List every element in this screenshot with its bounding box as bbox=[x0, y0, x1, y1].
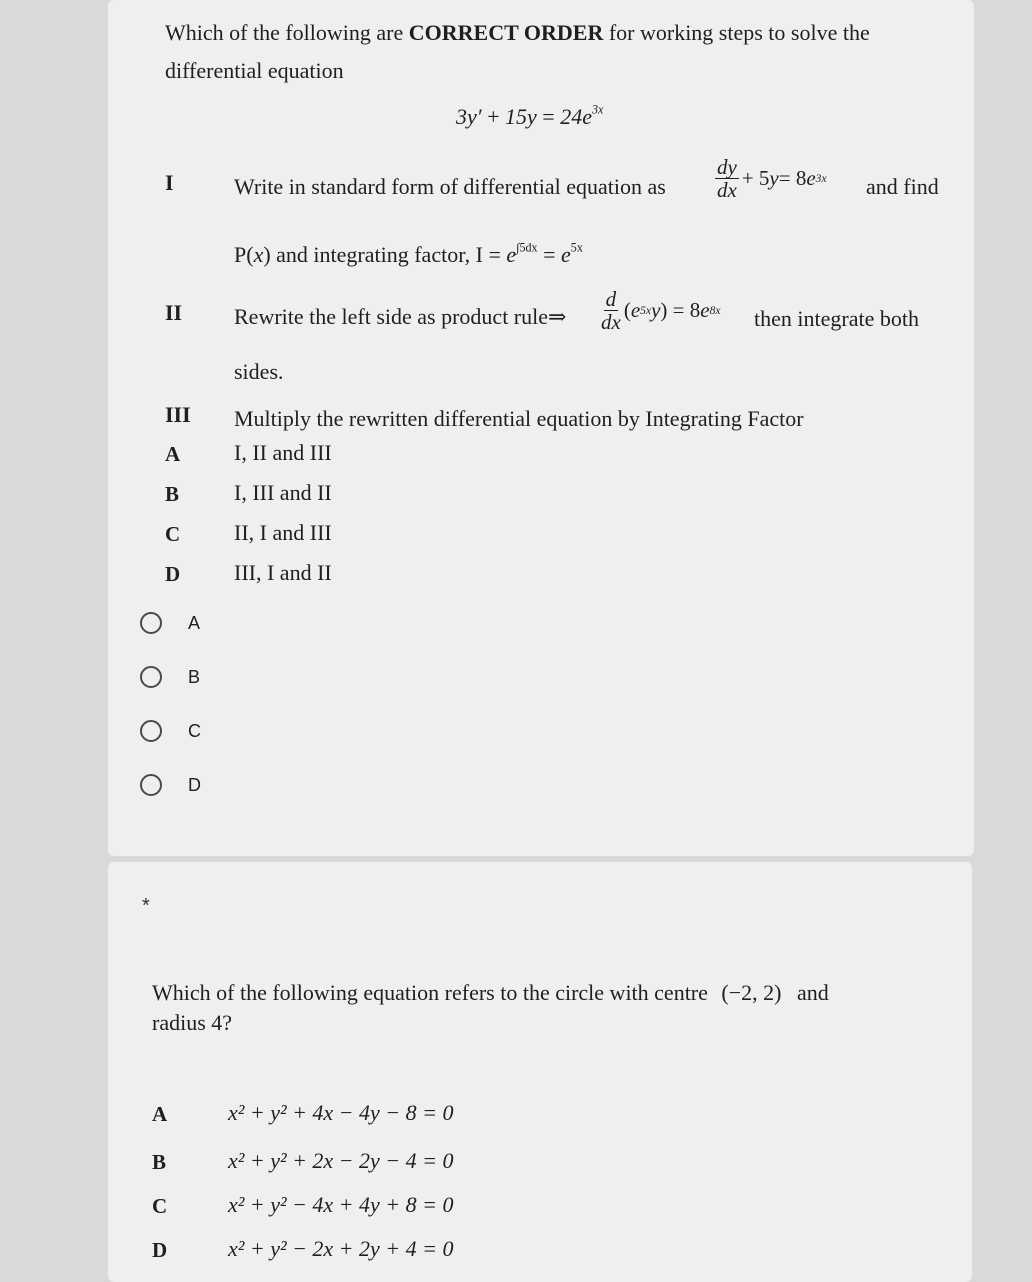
q1-option-letter-c: C bbox=[165, 522, 181, 546]
q1-main-equation: $3y' + 15y = 24e^{3x}$ bbox=[456, 102, 604, 129]
q2-option-letter-b: B bbox=[152, 1150, 167, 1174]
d-dx-fraction: $\frac{d}{dx}$ bbox=[601, 287, 621, 334]
step-label-3: III bbox=[165, 402, 191, 427]
radio-label-d: D bbox=[188, 774, 201, 795]
radio-label-b: B bbox=[188, 666, 201, 687]
q1-option-letter-b: B bbox=[165, 482, 180, 506]
radio-option-d[interactable] bbox=[140, 774, 201, 796]
q2-text-line2: radius 4? bbox=[152, 1010, 233, 1035]
step-1-equation: $\frac{dy}{dx}$ + 5 y = 8 e 3x bbox=[717, 155, 827, 202]
radio-circle-d[interactable] bbox=[140, 774, 162, 796]
q2-option-eq-b: x² + y² + 2x − 2y − 4 = 0 bbox=[228, 1148, 454, 1173]
q1-text-emph: CORRECT ORDER bbox=[408, 20, 604, 45]
q1-text-line1 bbox=[165, 14, 870, 52]
radio-circle-b[interactable] bbox=[140, 666, 162, 688]
radio-circle-c[interactable] bbox=[140, 720, 162, 742]
q2-centre: (−2, 2) bbox=[721, 980, 782, 1005]
q1-option-letter-a: A bbox=[165, 442, 181, 466]
q2-option-eq-a: x² + y² + 4x − 4y − 8 = 0 bbox=[228, 1100, 454, 1125]
radio-circle-a[interactable] bbox=[140, 612, 162, 634]
q2-text-line1 bbox=[152, 974, 829, 1012]
step-1-text-suffix: and find bbox=[866, 174, 939, 199]
q1-option-letter-d: D bbox=[165, 562, 181, 586]
q2-text-prefix: Which of the following equation refers to the circle with centre bbox=[152, 980, 708, 1005]
radio-label-a: A bbox=[188, 612, 201, 633]
q1-option-text-c: II, I and III bbox=[234, 520, 332, 545]
q2-option-letter-a: A bbox=[152, 1102, 168, 1126]
step-2-text-suffix: then integrate both bbox=[754, 306, 919, 331]
step-1-text-prefix: Write in standard form of differential equation as bbox=[234, 174, 666, 199]
step-2-line2: sides. bbox=[234, 359, 284, 384]
q1-option-text-b: I, III and II bbox=[234, 480, 332, 505]
step-label-2: II bbox=[165, 300, 183, 325]
step-2-equation: $\frac{d}{dx}$ ( e 5x y ) = 8 e 8x bbox=[601, 287, 721, 334]
q1-text-pre: Which of the following are bbox=[165, 20, 409, 45]
q1-text-line2: differential equation bbox=[165, 58, 344, 83]
q2-option-eq-d: x² + y² − 2x + 2y + 4 = 0 bbox=[228, 1236, 454, 1261]
radio-label-c: C bbox=[188, 720, 201, 741]
radio-option-c[interactable] bbox=[140, 720, 201, 742]
q2-option-letter-c: C bbox=[152, 1194, 168, 1218]
radio-option-b[interactable] bbox=[140, 666, 200, 688]
question-card-2 bbox=[108, 862, 972, 1282]
required-asterisk: * bbox=[142, 895, 150, 917]
q2-option-letter-d: D bbox=[152, 1238, 168, 1262]
step-1-line2: P(x) and integrating factor, $I = e^{\int 5dx} = e^{5x}$ bbox=[234, 240, 583, 267]
q2-text-suffix: and bbox=[796, 980, 829, 1005]
step-3-text: Multiply the rewritten differential equation by Integrating Factor bbox=[234, 406, 804, 431]
step-label-1: I bbox=[165, 170, 174, 195]
q1-text-post: for working steps to solve the bbox=[603, 20, 870, 45]
q1-option-text-d: III, I and II bbox=[234, 560, 332, 585]
radio-option-a[interactable] bbox=[140, 612, 200, 634]
dy-dx-fraction: $\frac{dy}{dx}$ bbox=[717, 155, 737, 202]
step-2-text-prefix: Rewrite the left side as product rule⇒ bbox=[234, 304, 567, 329]
q1-option-text-a: I, II and III bbox=[234, 440, 332, 465]
q2-option-eq-c: x² + y² − 4x + 4y + 8 = 0 bbox=[228, 1192, 454, 1217]
